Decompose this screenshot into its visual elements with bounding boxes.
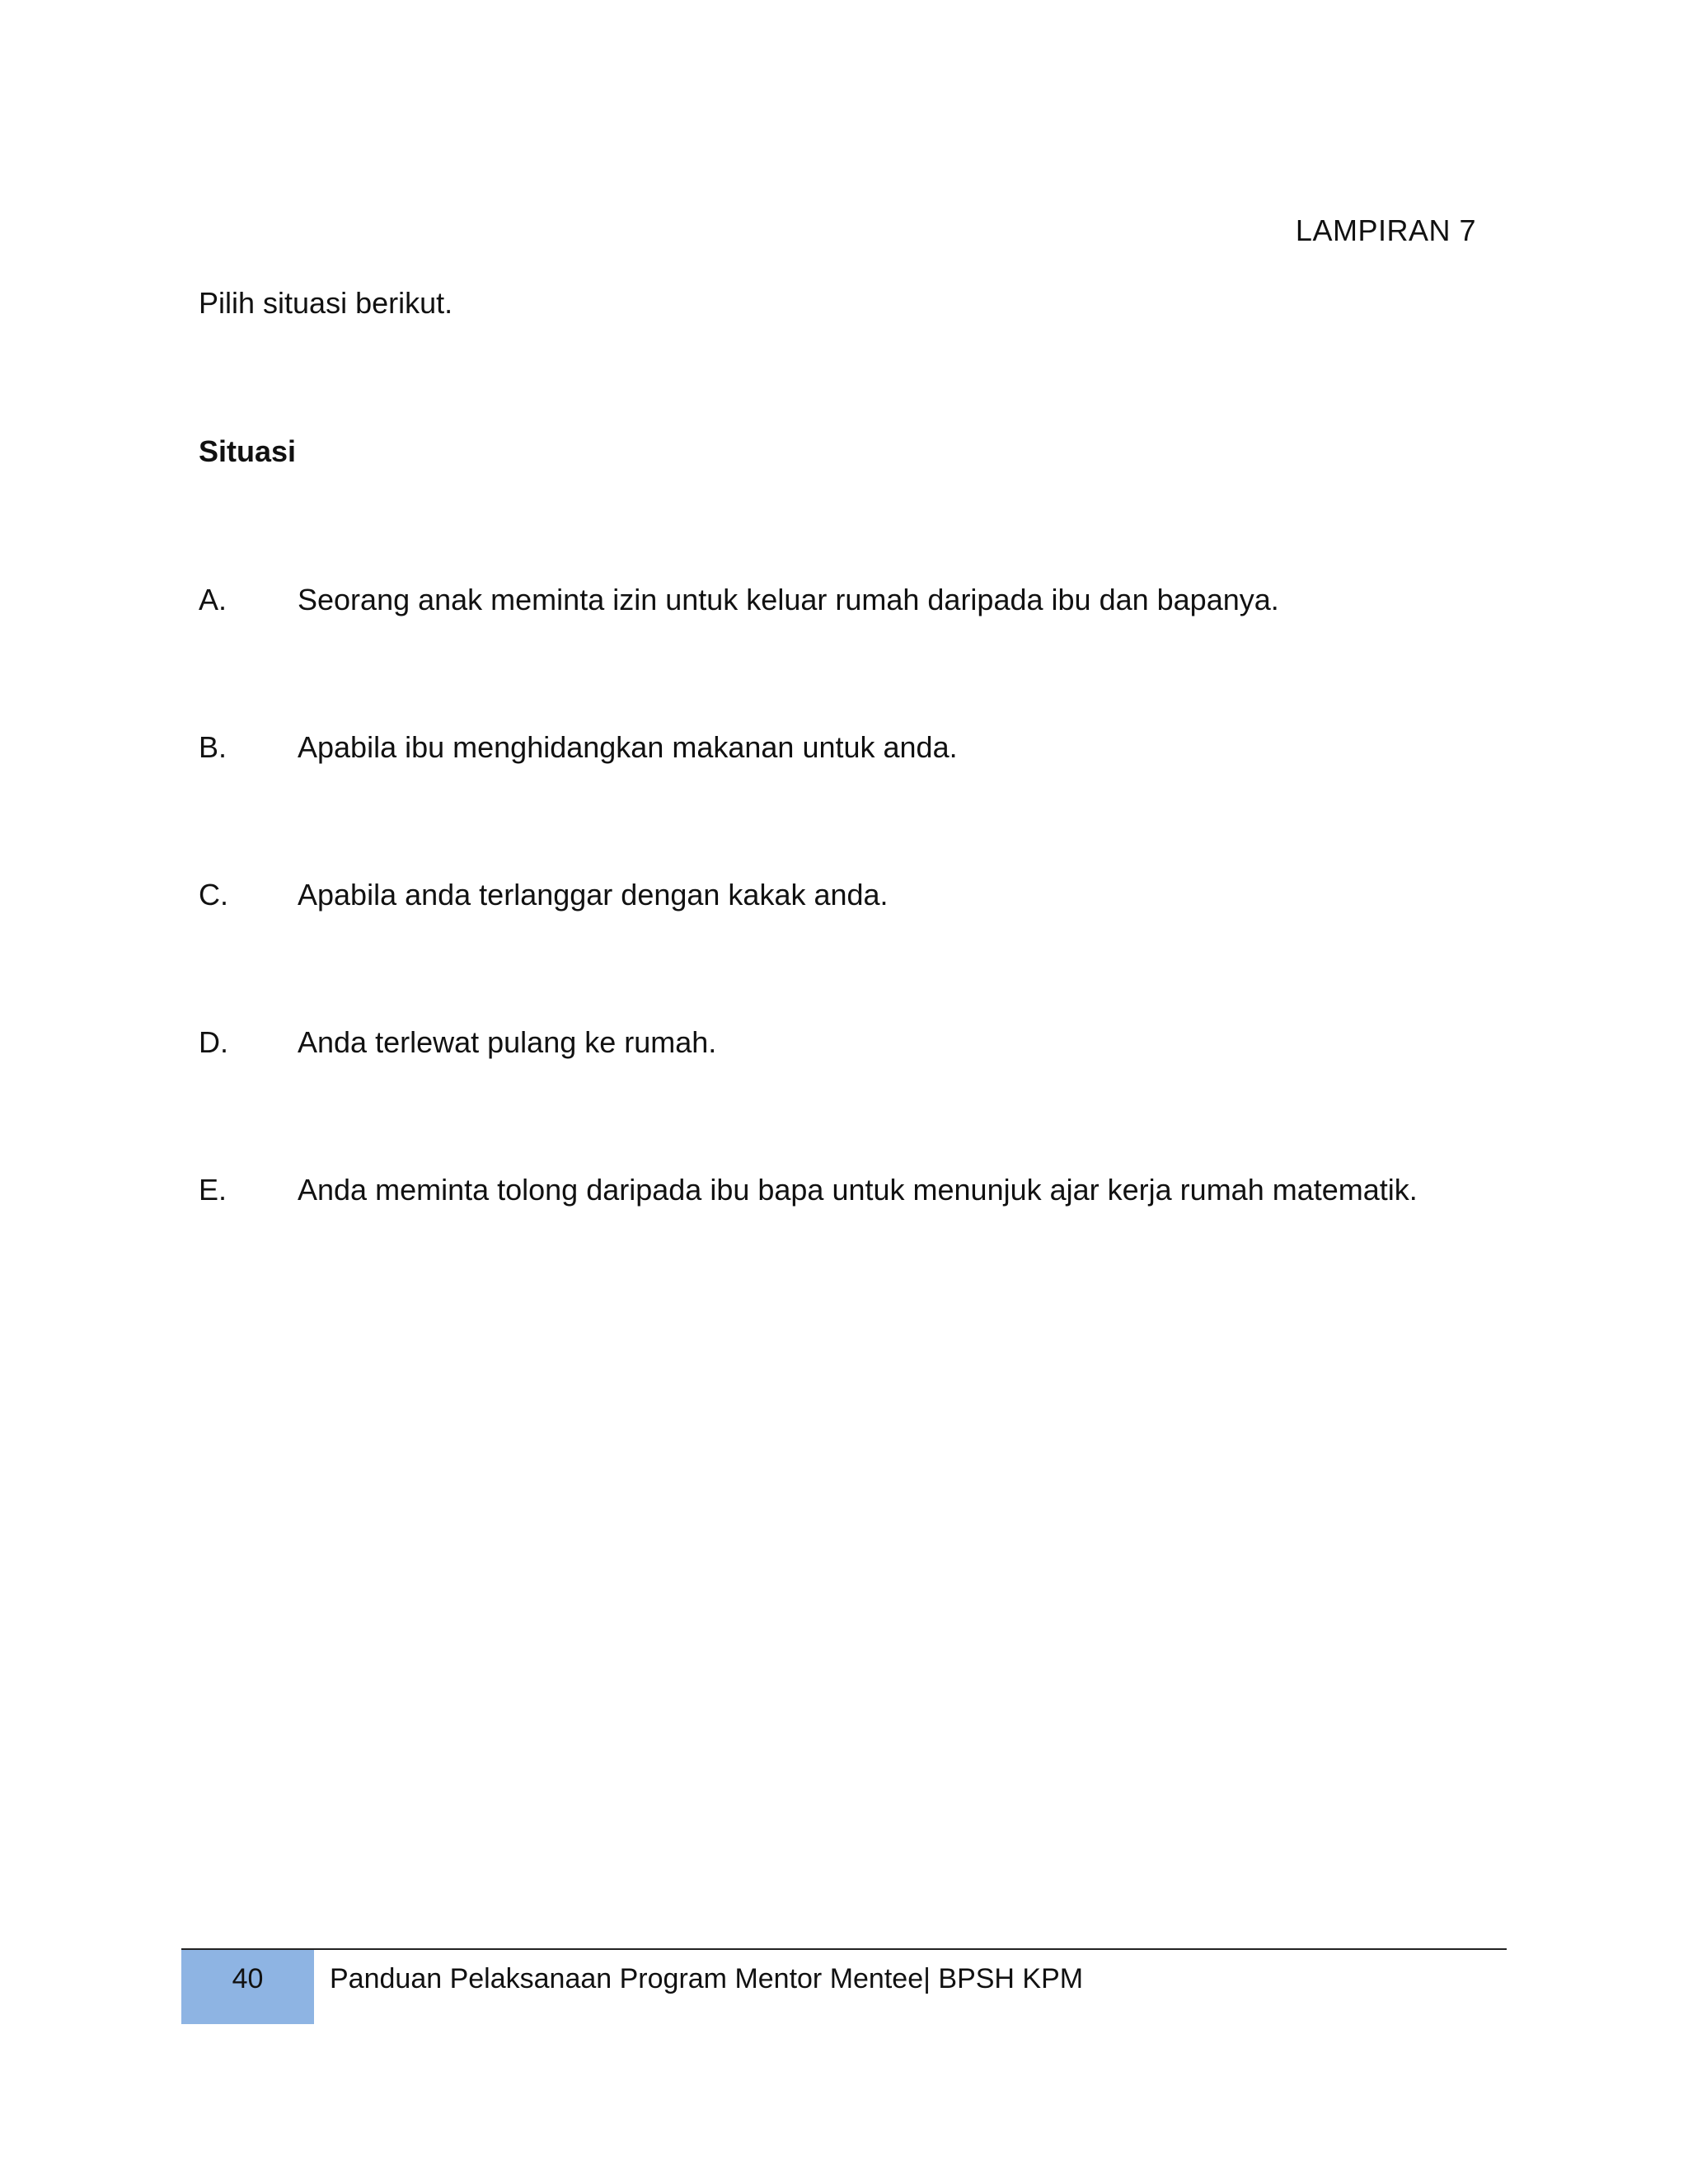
situation-letter: E.: [199, 1173, 227, 1207]
appendix-label: LAMPIRAN 7: [1295, 213, 1476, 247]
situation-letter: D.: [199, 1025, 228, 1059]
footer-divider: [181, 1948, 1507, 1950]
situation-item-c: [199, 877, 1517, 913]
situation-item-a: [199, 582, 1517, 618]
situation-item-d: [199, 1024, 1517, 1061]
situation-item-e: [199, 1172, 1517, 1208]
situation-list: [199, 582, 1517, 1319]
situation-item-b: [199, 729, 1517, 766]
situation-text: Anda terlewat pulang ke rumah.: [298, 1025, 717, 1059]
situation-letter: A.: [199, 583, 227, 616]
footer-title: Panduan Pelaksanaan Program Mentor Mentee| BPSH KPM: [330, 1963, 1084, 1994]
situation-text: Apabila anda terlanggar dengan kakak anda.: [298, 878, 889, 912]
situation-letter: B.: [199, 730, 227, 764]
section-heading: Situasi: [199, 434, 297, 468]
page-number: 40: [232, 1963, 264, 1994]
situation-text: Seorang anak meminta izin untuk keluar rumah daripada ibu dan bapanya.: [298, 583, 1279, 616]
page-number-badge: [181, 1950, 314, 2024]
instruction-text: Pilih situasi berikut.: [199, 286, 453, 320]
situation-text: Apabila ibu menghidangkan makanan untuk anda.: [298, 730, 958, 764]
situation-text: Anda meminta tolong daripada ibu bapa untuk menunjuk ajar kerja rumah matematik.: [298, 1173, 1418, 1207]
situation-letter: C.: [199, 878, 228, 912]
